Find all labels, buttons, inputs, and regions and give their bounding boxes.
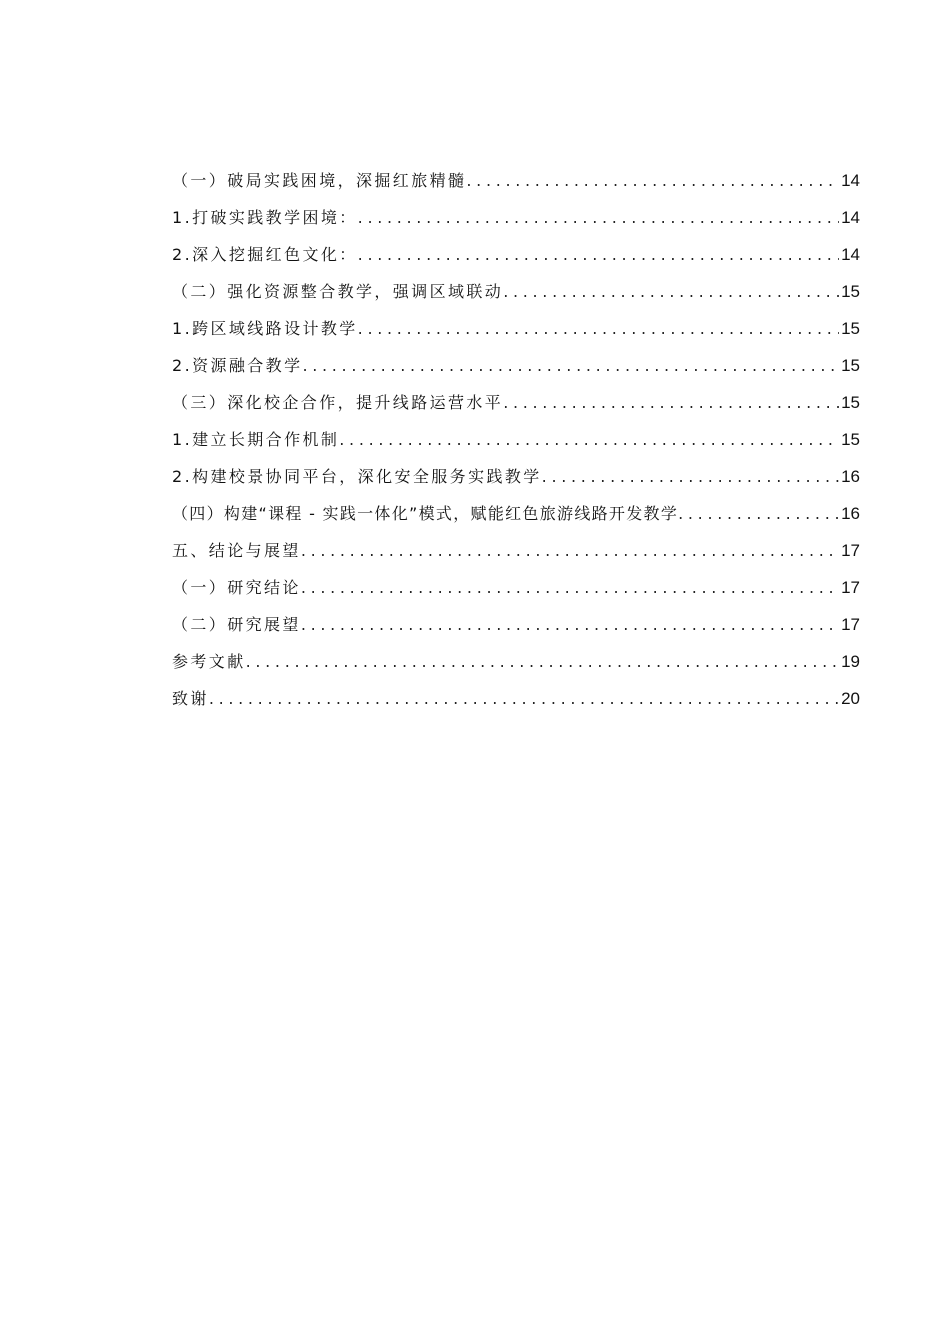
toc-entry-title: （一）破局实践困境，深掘红旅精髓 [172, 171, 467, 190]
toc-entry-title: 2.资源融合教学 [172, 356, 303, 375]
toc-entry-title: （二）强化资源整合教学，强调区域联动 [172, 282, 504, 301]
toc-dot-leader [503, 384, 839, 421]
toc-dot-leader [678, 495, 839, 532]
toc-page-number: 17 [841, 578, 860, 597]
toc-page-number: 15 [841, 319, 860, 338]
toc-entry-title: 1.建立长期合作机制 [172, 430, 340, 449]
toc-entry[interactable] [172, 643, 860, 680]
toc-entry[interactable] [172, 532, 860, 569]
toc-dot-leader [301, 569, 839, 606]
toc-dot-leader [358, 310, 839, 347]
toc-entry-title: 致谢 [172, 689, 209, 708]
toc-entry[interactable] [172, 569, 860, 606]
toc-page-number: 16 [841, 504, 860, 523]
toc-entry[interactable] [172, 680, 860, 717]
toc-entry[interactable] [172, 162, 860, 199]
toc-page-number: 15 [841, 282, 860, 301]
toc-dot-leader [466, 162, 839, 199]
toc-entry-title: 五、结论与展望 [172, 541, 301, 560]
toc-dot-leader [209, 680, 839, 717]
toc-entry[interactable] [172, 606, 860, 643]
toc-entry-title: 1.打破实践教学困境： [172, 208, 358, 227]
toc-page-number: 19 [841, 652, 860, 671]
toc-dot-leader [246, 643, 839, 680]
toc-entry[interactable] [172, 310, 860, 347]
toc-page-number: 15 [841, 430, 860, 449]
toc-page-number: 17 [841, 541, 860, 560]
toc-page-number: 14 [841, 171, 860, 190]
toc-entry-title: （一）研究结论 [172, 578, 301, 597]
toc-entry[interactable] [172, 199, 860, 236]
toc-entry[interactable] [172, 273, 860, 310]
toc-page-number: 17 [841, 615, 860, 634]
toc-entry[interactable] [172, 347, 860, 384]
toc-entry[interactable] [172, 421, 860, 458]
table-of-contents [172, 162, 860, 717]
toc-entry-title: 2.深入挖掘红色文化： [172, 245, 358, 264]
toc-entry-title: （四）构建“课程 - 实践一体化”模式，赋能红色旅游线路开发教学 [172, 504, 679, 523]
toc-entry-title: （二）研究展望 [172, 615, 301, 634]
toc-dot-leader [339, 421, 839, 458]
toc-dot-leader [301, 532, 839, 569]
toc-page-number: 20 [841, 689, 860, 708]
toc-entry[interactable] [172, 495, 860, 532]
toc-entry-title: 2.构建校景协同平台，深化安全服务实践教学 [172, 467, 542, 486]
toc-entry-title: 参考文献 [172, 652, 246, 671]
toc-page-number: 14 [841, 208, 860, 227]
toc-entry[interactable] [172, 384, 860, 421]
toc-dot-leader [503, 273, 839, 310]
toc-entry[interactable] [172, 458, 860, 495]
toc-dot-leader [302, 347, 839, 384]
toc-page-number: 15 [841, 356, 860, 375]
toc-dot-leader [358, 236, 839, 273]
toc-entry-title: （三）深化校企合作，提升线路运营水平 [172, 393, 504, 412]
toc-dot-leader [542, 458, 839, 495]
toc-dot-leader [301, 606, 839, 643]
toc-entry[interactable] [172, 236, 860, 273]
toc-page-number: 14 [841, 245, 860, 264]
toc-entry-title: 1.跨区域线路设计教学 [172, 319, 358, 338]
toc-page-number: 16 [841, 467, 860, 486]
toc-page-number: 15 [841, 393, 860, 412]
toc-dot-leader [358, 199, 839, 236]
